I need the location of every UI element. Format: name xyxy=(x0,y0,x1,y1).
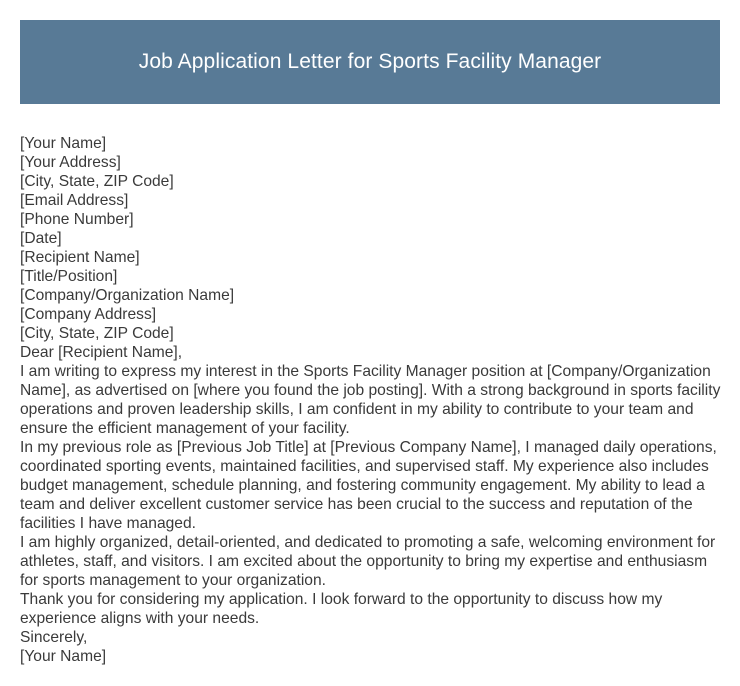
sender-city-state-zip: [City, State, ZIP Code] xyxy=(20,173,174,190)
paragraph-experience: In my previous role as [Previous Job Title] at [Previous Company Name], I managed daily operations, coordinated sporting events, maintained facilities, and supervised staff. My experience also includes budget management, schedule planning, and fostering community engagement. My ability to lead a team and deliver excellent customer service has been crucial to the success and reputation of the facilities I have managed. xyxy=(20,439,717,532)
salutation: Dear [Recipient Name], xyxy=(20,344,183,361)
recipient-address: [Company Address] xyxy=(20,306,157,323)
paragraph-intro: I am writing to express my interest in the Sports Facility Manager position at [Company/Organization Name], as advertised on [where you found the job posting]. With a strong background in sports facility operations and proven leadership skills, I am confident in my ability to contribute to your team and ensure the efficient management of your facility. xyxy=(20,363,721,437)
sender-name: [Your Name] xyxy=(20,135,107,152)
recipient-name: [Recipient Name] xyxy=(20,249,140,266)
paragraph-thanks: Thank you for considering my application. I look forward to the opportunity to discuss how my experience aligns with your needs. xyxy=(20,591,663,627)
letter-body xyxy=(20,134,722,666)
letter-date: [Date] xyxy=(20,230,62,247)
closing: Sincerely, xyxy=(20,629,88,646)
header-banner xyxy=(20,20,720,104)
recipient-company: [Company/Organization Name] xyxy=(20,287,235,304)
sender-address: [Your Address] xyxy=(20,154,121,171)
recipient-title: [Title/Position] xyxy=(20,268,118,285)
page-title: Job Application Letter for Sports Facility Manager xyxy=(138,50,602,73)
sender-email: [Email Address] xyxy=(20,192,129,209)
sender-phone: [Phone Number] xyxy=(20,211,134,228)
signature: [Your Name] xyxy=(20,648,107,665)
recipient-city-state-zip: [City, State, ZIP Code] xyxy=(20,325,174,342)
paragraph-qualities: I am highly organized, detail-oriented, and dedicated to promoting a safe, welcoming environment for athletes, staff, and visitors. I am excited about the opportunity to bring my expertise and enthusiasm for sports management to your organization. xyxy=(20,534,716,589)
